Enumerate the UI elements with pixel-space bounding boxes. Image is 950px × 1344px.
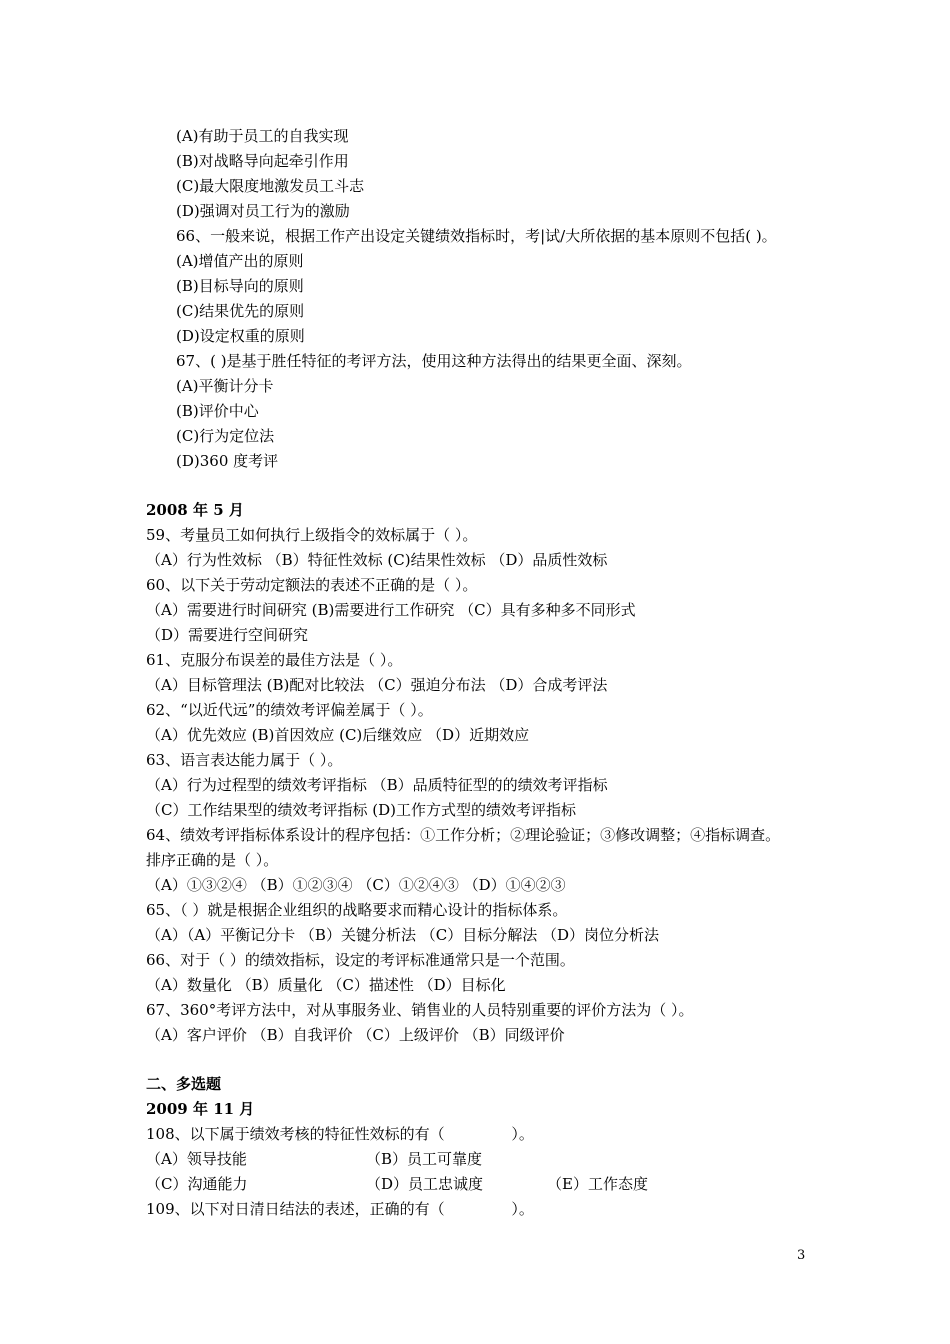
option-line: （D）需要进行空间研究	[146, 626, 309, 644]
option-line: （D）员工忠诚度	[366, 1175, 484, 1193]
option-line: (C)结果优先的原则	[176, 302, 305, 320]
option-line: (D)360 度考评	[176, 452, 279, 470]
option-line: (A)平衡计分卡	[176, 377, 274, 395]
option-line: (A)增值产出的原则	[176, 252, 304, 270]
question-line: 62、“以近代远”的绩效考评偏差属于（ ）。	[146, 701, 433, 719]
option-line: (C)行为定位法	[176, 427, 275, 445]
question-line: 66、对于（ ）的绩效指标，设定的考评标准通常只是一个范围。	[146, 951, 575, 969]
question-line: 63、语言表达能力属于（ ）。	[146, 751, 343, 769]
option-line: (D)设定权重的原则	[176, 327, 305, 345]
question-line: 66、一般来说，根据工作产出设定关键绩效指标时，考|试/大所依据的基本原则不包括( )。	[176, 227, 777, 245]
question-line: 排序正确的是（ ）。	[146, 851, 279, 869]
question-line: 61、克服分布误差的最佳方法是（ ）。	[146, 651, 403, 669]
question-line: 108、以下属于绩效考核的特征性效标的有（ ）。	[146, 1125, 534, 1143]
option-line: （A）行为过程型的绩效考评指标 （B）品质特征型的的绩效考评指标	[146, 776, 608, 794]
question-line: 59、考量员工如何执行上级指令的效标属于（ ）。	[146, 526, 478, 544]
option-line: (C)最大限度地激发员工斗志	[176, 177, 365, 195]
section-subheading: 2009 年 11 月	[146, 1100, 255, 1118]
option-line: （E）工作态度	[547, 1175, 648, 1193]
option-line: (B)评价中心	[176, 402, 259, 420]
option-line: （C）沟通能力	[146, 1175, 248, 1193]
option-line: (A)有助于员工的自我实现	[176, 127, 349, 145]
option-line: （A）需要进行时间研究 (B)需要进行工作研究 （C）具有多种多不同形式	[146, 601, 636, 619]
option-line: （C）工作结果型的绩效考评指标 (D)工作方式型的绩效考评指标	[146, 801, 576, 819]
option-line: （A）（A）平衡记分卡 （B）关键分析法 （C）目标分解法 （D）岗位分析法	[146, 926, 659, 944]
option-line: （A）客户评价 （B）自我评价 （C）上级评价 （B）同级评价	[146, 1026, 565, 1044]
question-line: 109、以下对日清日结法的表述，正确的有（ ）。	[146, 1200, 534, 1218]
question-line: 67、( )是基于胜任特征的考评方法，使用这种方法得出的结果更全面、深刻。	[176, 352, 692, 370]
option-line: （A）目标管理法 (B)配对比较法 （C）强迫分布法 （D）合成考评法	[146, 676, 608, 694]
question-line: 67、360°考评方法中，对从事服务业、销售业的人员特别重要的评价方法为（ ）。	[146, 1001, 694, 1019]
page-number: 3	[797, 1248, 806, 1263]
option-line: (B)对战略导向起牵引作用	[176, 152, 349, 170]
question-line: 64、绩效考评指标体系设计的程序包括：①工作分析；②理论验证；③修改调整；④指标调查。	[146, 826, 781, 844]
section-heading: 2008 年 5 月	[146, 501, 244, 519]
section-heading: 二、多选题	[146, 1075, 222, 1093]
option-line: （A）领导技能	[146, 1150, 247, 1168]
option-line: （A）①③②④ （B）①②③④ （C）①②④③ （D）①④②③	[146, 876, 566, 894]
option-line: （B）员工可靠度	[366, 1150, 483, 1168]
option-line: （A）行为性效标 （B）特征性效标 (C)结果性效标 （D）品质性效标	[146, 551, 608, 569]
option-line: (B)目标导向的原则	[176, 277, 304, 295]
question-line: 60、以下关于劳动定额法的表述不正确的是（ ）。	[146, 576, 478, 594]
option-line: (D)强调对员工行为的激励	[176, 202, 350, 220]
question-line: 65、（ ）就是根据企业组织的战略要求而精心设计的指标体系。	[146, 901, 568, 919]
option-line: （A）数量化 （B）质量化 （C）描述性 （D）目标化	[146, 976, 506, 994]
option-line: （A）优先效应 (B)首因效应 (C)后继效应 （D）近期效应	[146, 726, 530, 744]
